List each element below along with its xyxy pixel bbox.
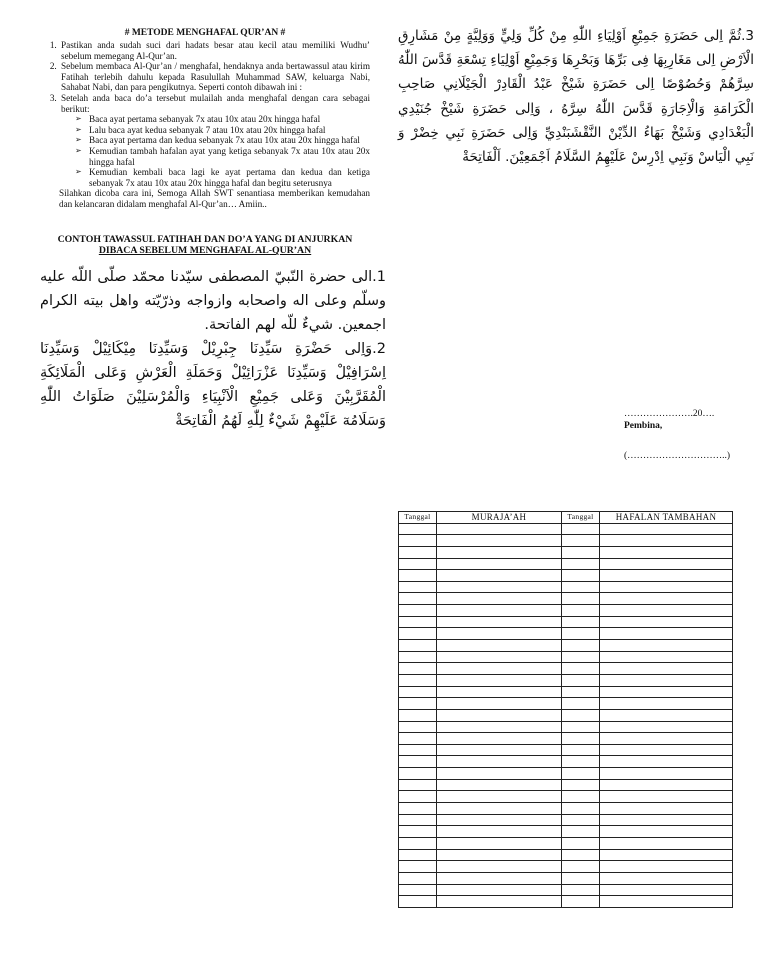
log-row xyxy=(399,768,733,780)
tawassul-heading-line2: DIBACA SEBELUM MENGHAFAL AL-QUR’AN xyxy=(98,245,312,256)
log-row xyxy=(399,709,733,721)
log-cell-murajaah[interactable] xyxy=(437,709,562,721)
log-cell-hafalan[interactable] xyxy=(600,709,733,721)
log-cell-murajaah[interactable] xyxy=(437,814,562,826)
log-cell-murajaah[interactable] xyxy=(437,651,562,663)
log-cell-date-2[interactable] xyxy=(562,605,600,617)
tawassul-heading-line1: CONTOH TAWASSUL FATIHAH DAN DO’A YANG DI ANJURKAN xyxy=(57,233,353,245)
log-row xyxy=(399,593,733,605)
tawassul-prayers-left xyxy=(40,265,388,433)
log-row xyxy=(399,570,733,582)
log-cell-murajaah[interactable] xyxy=(437,698,562,710)
tawassul-item-3: 3.ثُمَّ اِلى حَضَرَةِ جَمِيْعِ اَوْلِيَاءِ اللّٰهِ مِنْ كُلِّ وَلِيٍّ وَوَلِيَّةٍ مِنْ مَشَارِقِ الْاَرْضِ اِلى مَغَارِبِهَا فِى بَرِّهَا وَبَحْرِهَا وَجَمِيْعِ اَوْلِيَاءِ تِسْعَةِ قَدَّسَ اللّٰهُ سِرَّهُمْ وَحُصُوْصًا اِلى حَضَرَةِ شَيْخْ عَبْدُ الْقَادِرْ الْجَيْلَانِي صَاحِبِ الْكَرَامَةِ وَالْاِجَارَةِ قَدَّسَ اللّٰهُ سِرَّهُ ، وَاِلى حَضَرَةِ شَيْخْ جُنَيْدِي الْبَغْدَادِي وَشَيْخْ بَهَاءُ الدِّيْنْ النَّقْشَبَنْدِيِّ وَاِلى حَضَرَةِ نَبِي خِضْرْ وَ نَبِي الْيَاسْ وَنَبِي اِدْرِسْ عَلَيْهِمُ السَّلَامُ اَجْمَعِيْنَ. اَلْفَاتِحَةْ xyxy=(398,28,754,166)
arrowhead-bullet-icon: ➢ xyxy=(75,114,82,124)
log-cell-date-2[interactable] xyxy=(562,686,600,698)
method-title: # METODE MENGHAFAL QUR’AN # xyxy=(124,28,286,38)
log-row xyxy=(399,779,733,791)
log-cell-date-2[interactable] xyxy=(562,779,600,791)
substep-text: Kemudian tambah hafalan ayat yang ketiga sebanyak 7x atau 10x atau 20x hingga hafal xyxy=(89,145,370,167)
signature-role: Pembina, xyxy=(624,421,663,431)
log-cell-date-2[interactable] xyxy=(562,698,600,710)
log-header-hafalan: HAFALAN TAMBAHAN xyxy=(600,512,733,524)
substep-text: Lalu baca ayat kedua sebanyak 7 atau 10x atau 20x hingga hafal xyxy=(89,124,326,135)
log-cell-hafalan[interactable] xyxy=(600,558,733,570)
log-cell-date-1[interactable] xyxy=(399,826,437,838)
substep-5 xyxy=(75,167,370,188)
substep-text: Kemudian kembali baca lagi ke ayat pertama dan kedua dan ketiga sebanyak 7x atau 10x atau 20x hingga hafal dan begitu seterusnya xyxy=(89,167,370,188)
log-cell-date-1[interactable] xyxy=(399,605,437,617)
log-cell-date-1[interactable] xyxy=(399,593,437,605)
log-cell-date-2[interactable] xyxy=(562,581,600,593)
log-cell-date-1[interactable] xyxy=(399,651,437,663)
method-step-3 xyxy=(59,93,370,188)
log-row xyxy=(399,826,733,838)
log-row xyxy=(399,674,733,686)
log-row xyxy=(399,884,733,896)
log-row xyxy=(399,535,733,547)
log-cell-date-1[interactable] xyxy=(399,709,437,721)
log-cell-date-2[interactable] xyxy=(562,558,600,570)
log-cell-date-2[interactable] xyxy=(562,721,600,733)
log-cell-murajaah[interactable] xyxy=(437,721,562,733)
tawassul-item-1: 1.الى حضرة النّبيّ المصطفى سيّدنا محمّد صلّى اللّه عليه وسلّم وعلى اله واصحابه وازواجه وذرّيّته واهل بيته الكرام اجمعين. شيءٌ للّه لهم الفاتحة. xyxy=(40,268,386,333)
log-cell-murajaah[interactable] xyxy=(437,570,562,582)
log-row xyxy=(399,581,733,593)
log-cell-hafalan[interactable] xyxy=(600,640,733,652)
log-header-row xyxy=(399,512,733,524)
log-row xyxy=(399,849,733,861)
log-cell-murajaah[interactable] xyxy=(437,779,562,791)
log-cell-hafalan[interactable] xyxy=(600,849,733,861)
log-cell-hafalan[interactable] xyxy=(600,546,733,558)
log-cell-date-1[interactable] xyxy=(399,837,437,849)
log-cell-murajaah[interactable] xyxy=(437,896,562,908)
log-cell-date-1[interactable] xyxy=(399,535,437,547)
signature-block xyxy=(624,408,730,462)
log-cell-date-2[interactable] xyxy=(562,837,600,849)
log-cell-date-1[interactable] xyxy=(399,663,437,675)
method-step-1: 1. Pastikan anda sudah suci dari hadats besar atau kecil atau memiliki Wudhu’ sebelum memegang Al-Qur’an. xyxy=(59,40,370,61)
arrowhead-bullet-icon: ➢ xyxy=(75,145,82,155)
log-row xyxy=(399,605,733,617)
log-cell-date-2[interactable] xyxy=(562,896,600,908)
log-cell-date-1[interactable] xyxy=(399,721,437,733)
log-cell-hafalan[interactable] xyxy=(600,593,733,605)
log-cell-hafalan[interactable] xyxy=(600,628,733,640)
log-cell-murajaah[interactable] xyxy=(437,744,562,756)
log-cell-date-1[interactable] xyxy=(399,756,437,768)
log-cell-date-1[interactable] xyxy=(399,570,437,582)
log-cell-date-2[interactable] xyxy=(562,768,600,780)
log-cell-date-1[interactable] xyxy=(399,628,437,640)
left-column xyxy=(40,28,386,433)
log-cell-date-1[interactable] xyxy=(399,558,437,570)
log-cell-date-1[interactable] xyxy=(399,884,437,896)
log-cell-hafalan[interactable] xyxy=(600,872,733,884)
log-cell-date-1[interactable] xyxy=(399,779,437,791)
log-cell-date-2[interactable] xyxy=(562,593,600,605)
log-cell-date-2[interactable] xyxy=(562,733,600,745)
log-row xyxy=(399,546,733,558)
log-header-murajaah: MURAJA’AH xyxy=(437,512,562,524)
log-row xyxy=(399,523,733,535)
arrowhead-bullet-icon: ➢ xyxy=(75,135,82,145)
method-steps xyxy=(40,40,370,188)
log-cell-date-2[interactable] xyxy=(562,826,600,838)
log-row xyxy=(399,616,733,628)
log-cell-date-1[interactable] xyxy=(399,674,437,686)
log-cell-date-2[interactable] xyxy=(562,709,600,721)
log-cell-hafalan[interactable] xyxy=(600,791,733,803)
signature-name-line: (…………………………..) xyxy=(624,451,731,461)
log-cell-date-2[interactable] xyxy=(562,570,600,582)
log-cell-date-1[interactable] xyxy=(399,581,437,593)
log-cell-murajaah[interactable] xyxy=(437,616,562,628)
log-cell-date-2[interactable] xyxy=(562,616,600,628)
log-cell-hafalan[interactable] xyxy=(600,861,733,873)
log-cell-murajaah[interactable] xyxy=(437,640,562,652)
log-cell-murajaah[interactable] xyxy=(437,605,562,617)
log-cell-date-2[interactable] xyxy=(562,791,600,803)
log-cell-date-1[interactable] xyxy=(399,616,437,628)
log-cell-murajaah[interactable] xyxy=(437,581,562,593)
log-cell-date-1[interactable] xyxy=(399,640,437,652)
log-cell-hafalan[interactable] xyxy=(600,616,733,628)
right-column xyxy=(398,24,754,169)
log-header-date-2: Tanggal xyxy=(562,512,600,524)
log-cell-murajaah[interactable] xyxy=(437,558,562,570)
method-substeps xyxy=(61,114,370,188)
log-row xyxy=(399,861,733,873)
log-cell-murajaah[interactable] xyxy=(437,663,562,675)
log-cell-hafalan[interactable] xyxy=(600,651,733,663)
log-row xyxy=(399,896,733,908)
log-cell-murajaah[interactable] xyxy=(437,546,562,558)
log-cell-murajaah[interactable] xyxy=(437,733,562,745)
log-cell-hafalan[interactable] xyxy=(600,721,733,733)
log-cell-hafalan[interactable] xyxy=(600,698,733,710)
log-cell-hafalan[interactable] xyxy=(600,803,733,815)
log-row xyxy=(399,640,733,652)
log-row xyxy=(399,744,733,756)
log-cell-date-1[interactable] xyxy=(399,814,437,826)
log-cell-murajaah[interactable] xyxy=(437,535,562,547)
log-cell-murajaah[interactable] xyxy=(437,756,562,768)
log-cell-hafalan[interactable] xyxy=(600,884,733,896)
log-cell-murajaah[interactable] xyxy=(437,884,562,896)
log-row xyxy=(399,628,733,640)
log-cell-hafalan[interactable] xyxy=(600,535,733,547)
log-cell-murajaah[interactable] xyxy=(437,768,562,780)
substep-1 xyxy=(75,114,370,125)
substep-3 xyxy=(75,135,370,146)
log-cell-date-1[interactable] xyxy=(399,686,437,698)
log-row xyxy=(399,663,733,675)
log-cell-date-2[interactable] xyxy=(562,756,600,768)
log-cell-hafalan[interactable] xyxy=(600,581,733,593)
log-cell-date-2[interactable] xyxy=(562,663,600,675)
log-cell-date-2[interactable] xyxy=(562,546,600,558)
memorization-log-table xyxy=(398,511,733,908)
log-row xyxy=(399,756,733,768)
log-cell-date-2[interactable] xyxy=(562,884,600,896)
substep-text: Baca ayat pertama sebanyak 7x atau 10x atau 20x hingga hafal xyxy=(89,114,321,125)
arrowhead-bullet-icon: ➢ xyxy=(75,167,82,177)
log-cell-hafalan[interactable] xyxy=(600,663,733,675)
log-cell-date-2[interactable] xyxy=(562,872,600,884)
log-row xyxy=(399,558,733,570)
log-cell-hafalan[interactable] xyxy=(600,837,733,849)
log-cell-date-2[interactable] xyxy=(562,849,600,861)
arrowhead-bullet-icon: ➢ xyxy=(75,124,82,134)
log-cell-murajaah[interactable] xyxy=(437,826,562,838)
log-cell-murajaah[interactable] xyxy=(437,628,562,640)
log-cell-hafalan[interactable] xyxy=(600,674,733,686)
log-cell-murajaah[interactable] xyxy=(437,674,562,686)
log-row xyxy=(399,791,733,803)
log-cell-hafalan[interactable] xyxy=(600,768,733,780)
substep-2 xyxy=(75,125,370,136)
log-cell-murajaah[interactable] xyxy=(437,803,562,815)
log-cell-date-1[interactable] xyxy=(399,861,437,873)
log-cell-date-2[interactable] xyxy=(562,640,600,652)
log-cell-date-1[interactable] xyxy=(399,803,437,815)
log-cell-hafalan[interactable] xyxy=(600,686,733,698)
tawassul-heading xyxy=(40,234,370,257)
log-cell-date-1[interactable] xyxy=(399,523,437,535)
log-row xyxy=(399,814,733,826)
log-row xyxy=(399,698,733,710)
log-row xyxy=(399,651,733,663)
log-cell-date-1[interactable] xyxy=(399,849,437,861)
log-row xyxy=(399,686,733,698)
log-row xyxy=(399,837,733,849)
log-cell-date-2[interactable] xyxy=(562,803,600,815)
log-cell-hafalan[interactable] xyxy=(600,570,733,582)
log-cell-hafalan[interactable] xyxy=(600,523,733,535)
log-cell-date-1[interactable] xyxy=(399,744,437,756)
log-cell-murajaah[interactable] xyxy=(437,791,562,803)
log-table-body xyxy=(399,523,733,907)
log-cell-hafalan[interactable] xyxy=(600,605,733,617)
method-step-3-text: Setelah anda baca do’a tersebut mulailah anda menghafal dengan cara sebagai berikut: xyxy=(61,92,370,114)
log-row xyxy=(399,721,733,733)
substep-text: Baca ayat pertama dan kedua sebanyak 7x atau 10x atau 20x hingga hafal xyxy=(89,135,360,146)
log-cell-hafalan[interactable] xyxy=(600,744,733,756)
log-cell-murajaah[interactable] xyxy=(437,849,562,861)
log-cell-hafalan[interactable] xyxy=(600,779,733,791)
log-header-date-1: Tanggal xyxy=(399,512,437,524)
log-cell-hafalan[interactable] xyxy=(600,756,733,768)
log-cell-date-2[interactable] xyxy=(562,628,600,640)
log-row xyxy=(399,803,733,815)
method-closing: Silahkan dicoba cara ini, Semoga Allah SWT senantiasa memberikan kemudahan dan kelancaran didalam menghafal Al-Qur’an… Amiin.. xyxy=(59,188,370,209)
log-cell-date-2[interactable] xyxy=(562,814,600,826)
log-cell-hafalan[interactable] xyxy=(600,826,733,838)
substep-4 xyxy=(75,146,370,167)
log-cell-date-2[interactable] xyxy=(562,674,600,686)
log-cell-murajaah[interactable] xyxy=(437,593,562,605)
log-cell-date-1[interactable] xyxy=(399,733,437,745)
signature-date-line: ………………….20…. xyxy=(624,409,715,419)
log-row xyxy=(399,733,733,745)
log-cell-murajaah[interactable] xyxy=(437,861,562,873)
log-cell-date-2[interactable] xyxy=(562,861,600,873)
log-cell-date-2[interactable] xyxy=(562,523,600,535)
log-cell-date-1[interactable] xyxy=(399,791,437,803)
log-cell-date-2[interactable] xyxy=(562,651,600,663)
log-cell-murajaah[interactable] xyxy=(437,837,562,849)
log-cell-hafalan[interactable] xyxy=(600,896,733,908)
log-cell-murajaah[interactable] xyxy=(437,686,562,698)
log-cell-hafalan[interactable] xyxy=(600,814,733,826)
log-cell-date-1[interactable] xyxy=(399,896,437,908)
log-cell-murajaah[interactable] xyxy=(437,523,562,535)
log-cell-date-1[interactable] xyxy=(399,872,437,884)
log-cell-date-1[interactable] xyxy=(399,698,437,710)
log-cell-date-1[interactable] xyxy=(399,768,437,780)
tawassul-item-2: 2.وَاِلى حَضْرَةِ سَيِّدِنَا جِبْرِيْلْ وَسَيِّدِنَا مِيْكَائِيْلْ وَسَيِّدِنَا اِسْرَافِيْلْ وَسَيِّدِنَا عَزْرَائِيْلْ وَحَمَلَةِ الْعَرْشِ وَعَلى الْمَلَائِكَةِ الْمُقَرَّبِيْنَ وَعَلى جَمِيْعِ الْاَنْبِيَاءِ وَالْمُرْسَلِيْنَ صَلَوَاتُ اللّٰهِ وَسَلَامُهٓ عَلَيْهِمْ شَيْءٌ لِلّٰهِ لَهُمُ الْفَاتِحَةْ xyxy=(40,340,386,429)
log-cell-murajaah[interactable] xyxy=(437,872,562,884)
log-cell-hafalan[interactable] xyxy=(600,733,733,745)
log-cell-date-2[interactable] xyxy=(562,744,600,756)
log-cell-date-2[interactable] xyxy=(562,535,600,547)
method-step-2: 2. Sebelum membaca Al-Qur’an / menghafal, hendaknya anda bertawassul atau kirim Fatihah terlebih dahulu kepada Rasulullah Muhammad SAW, keluarga Nabi, Sahabat Nabi, dan para pengikutnya. Seperti contoh dibawah ini : xyxy=(59,61,370,93)
log-row xyxy=(399,872,733,884)
log-cell-date-1[interactable] xyxy=(399,546,437,558)
